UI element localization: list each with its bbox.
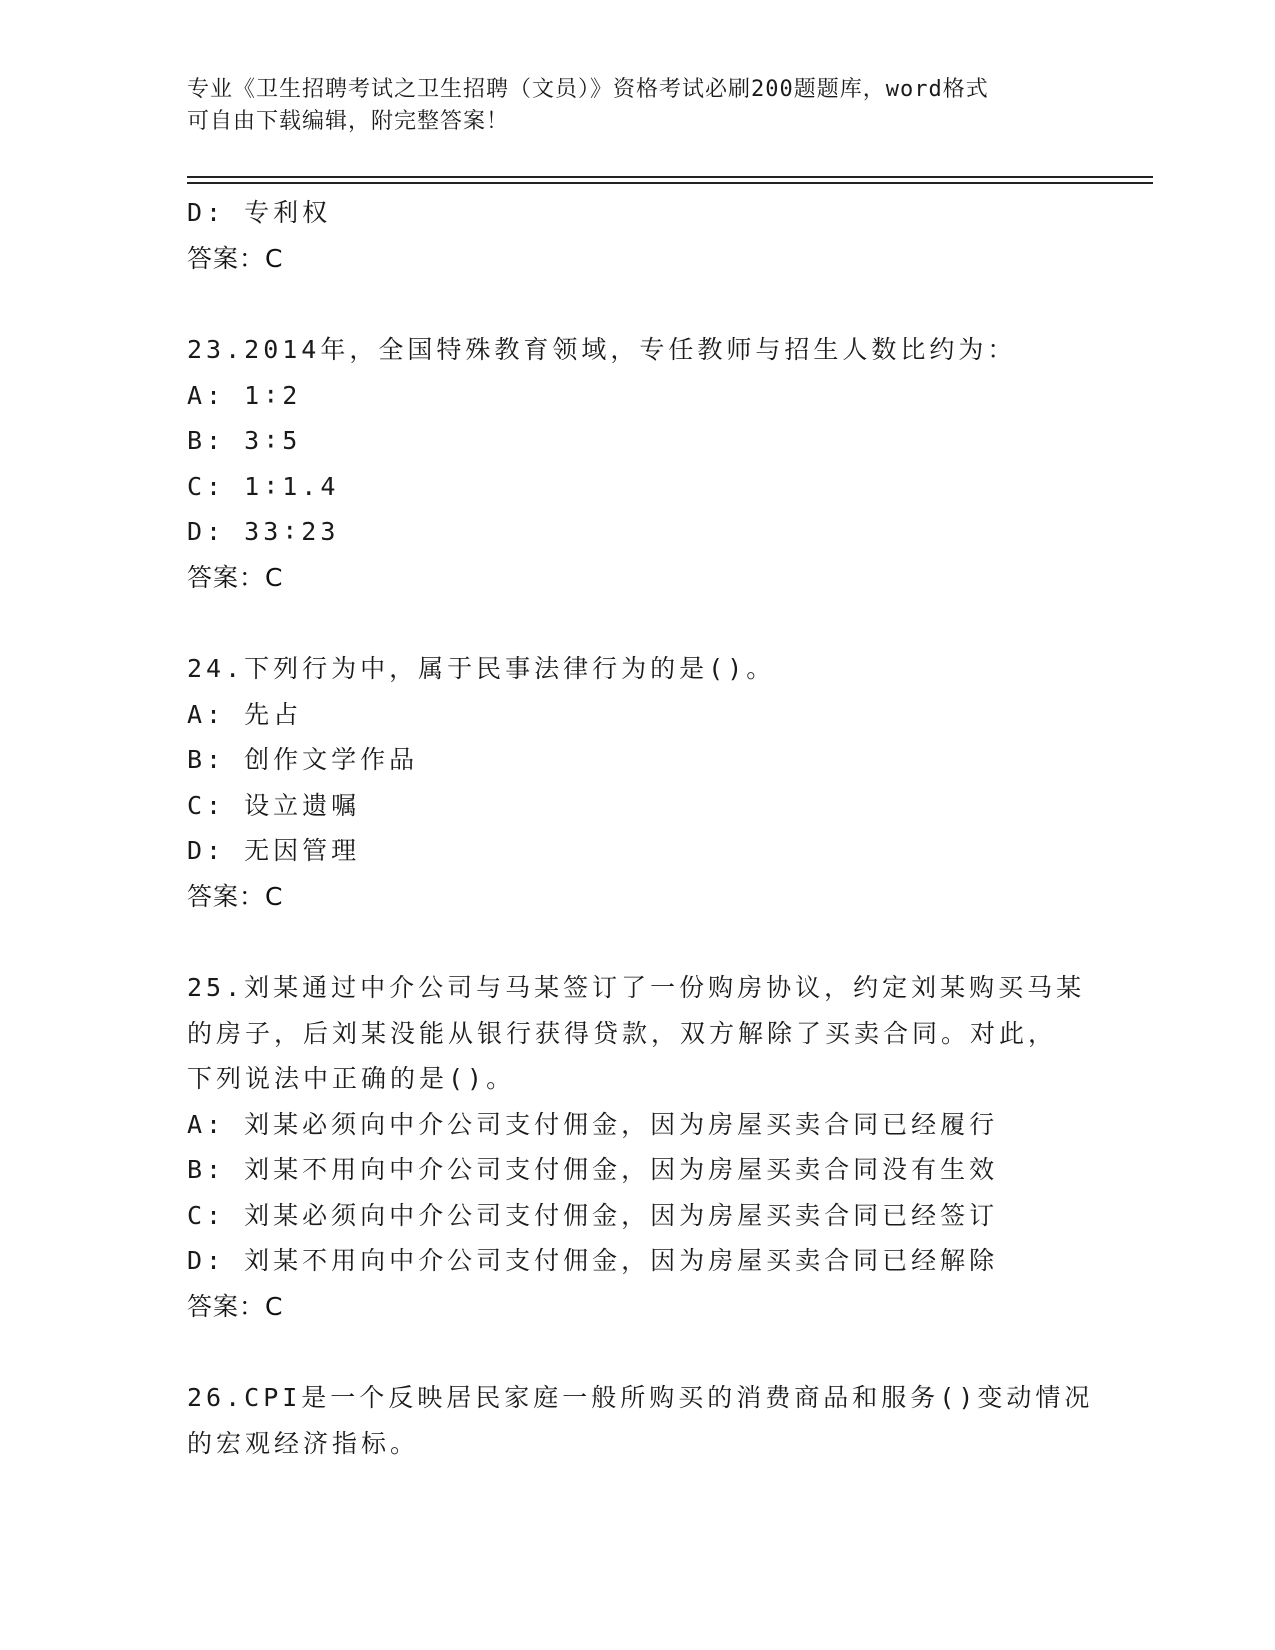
option-a: A: 刘某必须向中介公司支付佣金，因为房屋买卖合同已经履行 [187, 1109, 999, 1139]
spacer [187, 281, 1087, 327]
answer: 答案：C [187, 562, 284, 592]
question-text-line-3: 下列说法中正确的是()。 [187, 1064, 516, 1093]
option-b: B: 创作文学作品 [187, 745, 419, 774]
question-26 [187, 1375, 1094, 1466]
option-a: A: 先占 [187, 699, 303, 729]
prev-question-answer: 答案：C [187, 243, 284, 273]
option-c: C: 1∶1.4 [187, 471, 340, 501]
question-23 [187, 327, 1087, 600]
spacer [187, 919, 1087, 965]
header-divider-top [187, 176, 1153, 178]
question-25 [187, 965, 1087, 1329]
header-divider-bottom [187, 182, 1153, 184]
question-list [187, 190, 1094, 1466]
option-b: B: 3∶5 [187, 426, 302, 455]
header-title-line-1: 专业《卫生招聘考试之卫生招聘（文员）》资格考试必刷200题题库，word格式 [187, 77, 989, 102]
option-a: A: 1∶2 [187, 380, 302, 410]
option-d: D: 刘某不用向中介公司支付佣金，因为房屋买卖合同已经解除 [187, 1246, 999, 1275]
option-d: D: 33∶23 [187, 517, 340, 546]
answer: 答案：C [187, 881, 284, 911]
prev-question-option-d: D: 专利权 [187, 198, 332, 227]
question-text-line-1: 26.CPI是一个反映居民家庭一般所购买的消费商品和服务()变动情况 [187, 1383, 1094, 1412]
question-text-line-2: 的宏观经济指标。 [187, 1428, 420, 1458]
question-text: 24.下列行为中，属于民事法律行为的是()。 [187, 654, 776, 683]
option-c: C: 刘某必须向中介公司支付佣金，因为房屋买卖合同已经签订 [187, 1200, 999, 1230]
question-text: 23.2014年，全国特殊教育领域，专任教师与招生人数比约为： [187, 335, 1017, 364]
option-d: D: 无因管理 [187, 836, 361, 865]
header-title-line-2: 可自由下载编辑，附完整答案！ [187, 109, 510, 134]
option-b: B: 刘某不用向中介公司支付佣金，因为房屋买卖合同没有生效 [187, 1155, 999, 1184]
spacer [187, 1329, 1087, 1375]
question-text-line-2: 的房子，后刘某没能从银行获得贷款，双方解除了买卖合同。对此， [187, 1018, 1058, 1048]
option-c: C: 设立遗嘱 [187, 790, 361, 820]
question-24 [187, 646, 1087, 919]
question-text-line-1: 25.刘某通过中介公司与马某签订了一份购房协议，约定刘某购买马某 [187, 973, 1086, 1002]
spacer [187, 600, 1087, 646]
document-header [187, 74, 1087, 138]
answer: 答案：C [187, 1291, 284, 1321]
